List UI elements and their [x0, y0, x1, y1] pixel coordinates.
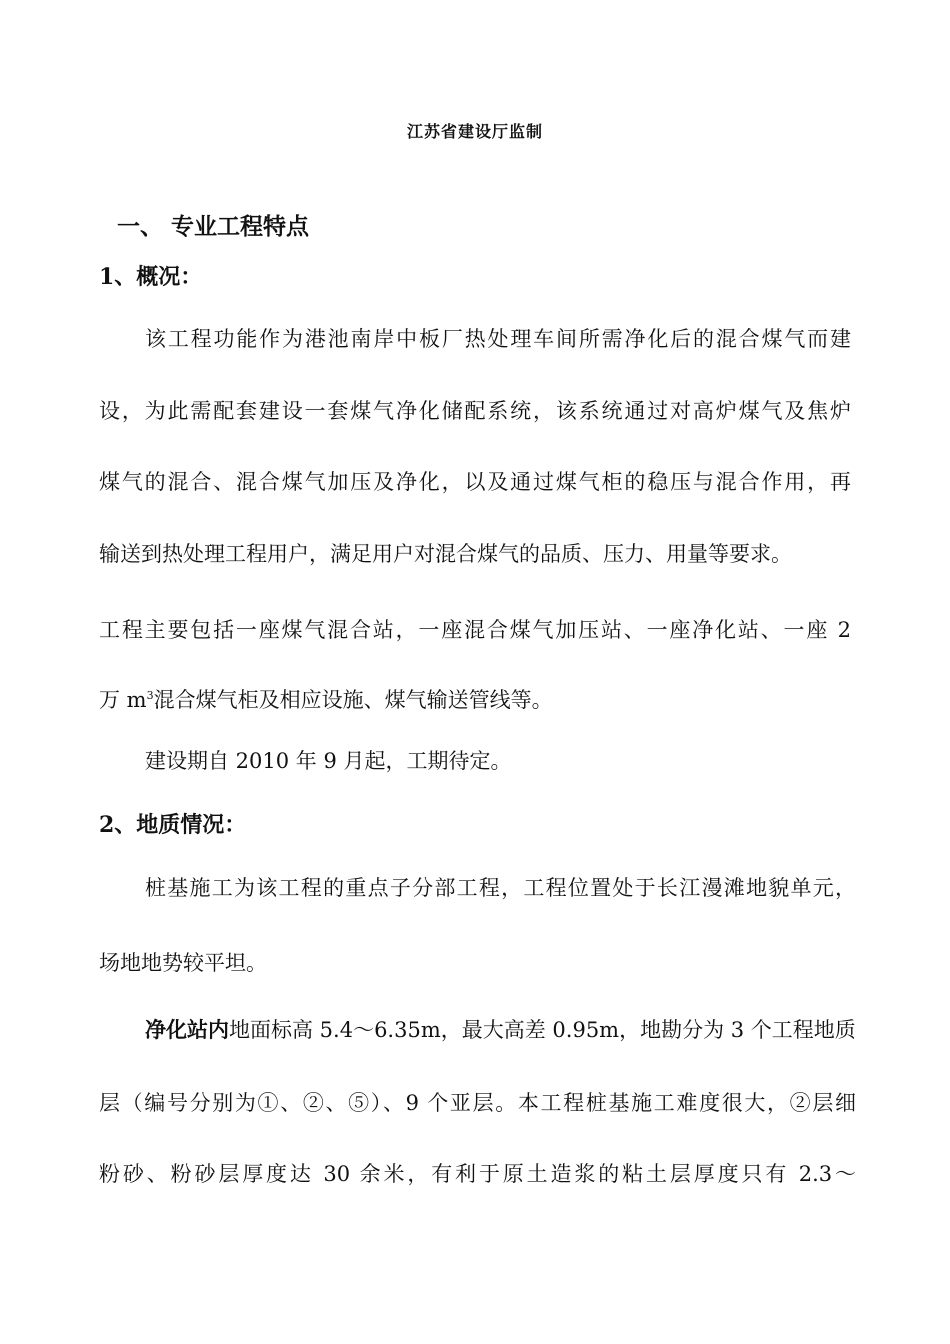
overview-paragraph-line: 煤气的混合、混合煤气加压及净化，以及通过煤气柜的稳压与混合作用，再: [99, 470, 851, 494]
overview-paragraph-line: 该工程功能作为港池南岸中板厂热处理车间所需净化后的混合煤气而建: [145, 327, 851, 351]
geology-paragraph-line: 场地地势较平坦。: [99, 951, 267, 975]
geology-text: 地面标高 5.4～6.35m，最大高差 0.95m，地勘分为 3 个工程地质: [229, 1018, 856, 1042]
superscript: 3: [146, 689, 154, 702]
geology-heading: 2、地质情况：: [99, 812, 247, 838]
overview-text: 混合煤气柜及相应设施、煤气输送管线等。: [153, 688, 553, 712]
section-title: 一、 专业工程特点: [117, 213, 310, 240]
overview-text: 万 m: [99, 688, 147, 712]
overview-paragraph-line: 设，为此需配套建设一套煤气净化储配系统，该系统通过对高炉煤气及焦炉: [99, 399, 851, 423]
geology-paragraph-line: 层（编号分别为①、②、⑤）、9 个亚层。本工程桩基施工难度很大，②层细: [99, 1091, 856, 1115]
construction-period: 建设期自 2010 年 9 月起，工期待定。: [145, 749, 512, 773]
overview-heading: 1、概况：: [99, 264, 203, 290]
overview-paragraph-line: 工程主要包括一座煤气混合站，一座混合煤气加压站、一座净化站、一座 2: [99, 618, 851, 642]
overview-paragraph-line: 输送到热处理工程用户，满足用户对混合煤气的品质、压力、用量等要求。: [99, 542, 792, 566]
geology-paragraph-line: 桩基施工为该工程的重点子分部工程，工程位置处于长江漫滩地貌单元，: [145, 876, 856, 900]
bold-term: 净化站内: [145, 1017, 229, 1042]
page-header: 江苏省建设厅监制: [406, 122, 543, 141]
overview-paragraph-line: [99, 685, 553, 715]
geology-paragraph-line: 粉砂、粉砂层厚度达 30 余米，有利于原土造浆的粘土层厚度只有 2.3～: [99, 1162, 856, 1186]
geology-paragraph-line: [145, 1015, 856, 1045]
